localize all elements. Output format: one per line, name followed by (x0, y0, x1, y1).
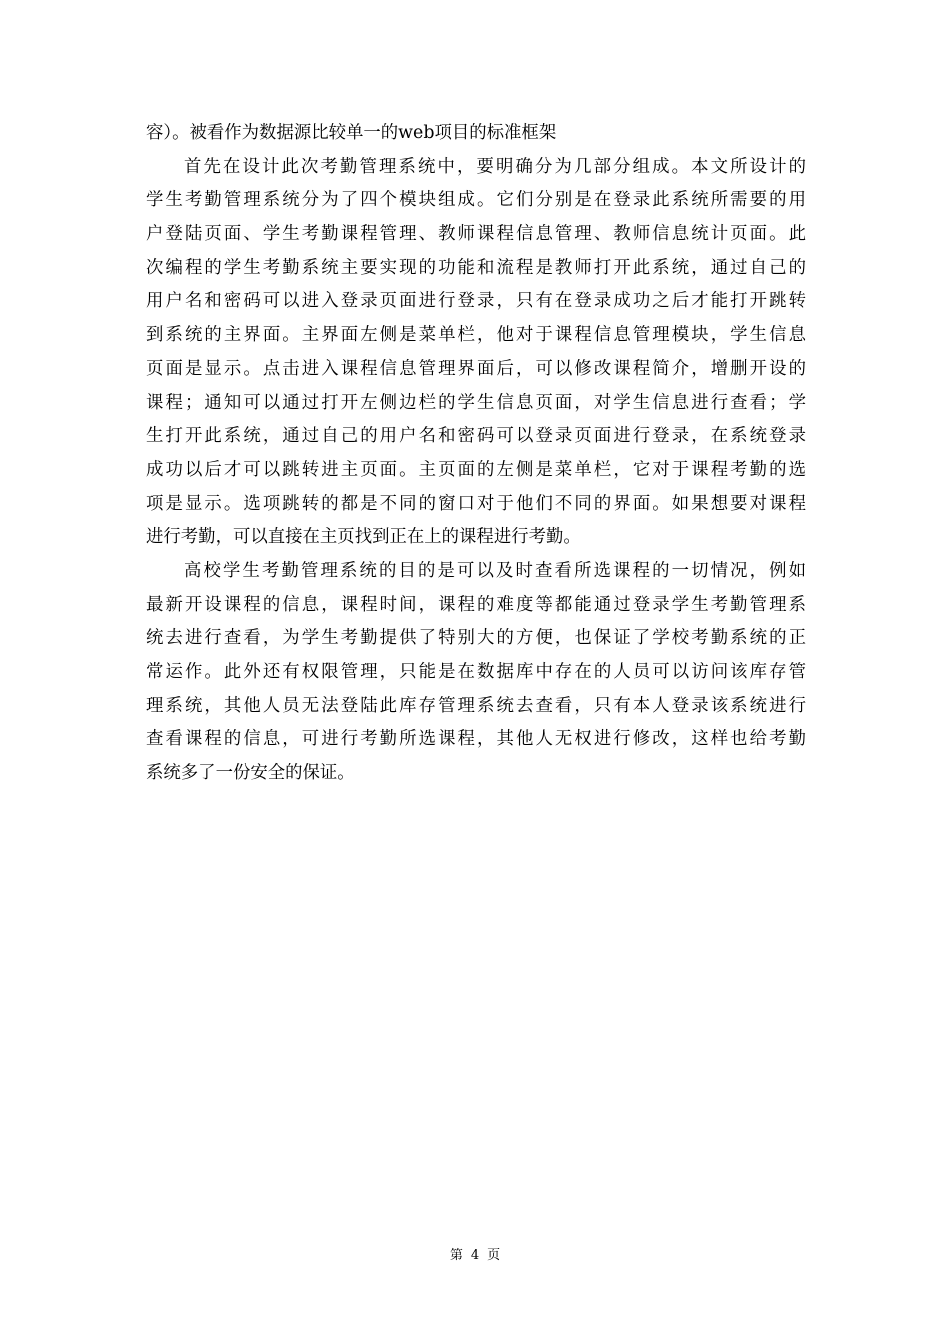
text-line: 成功以后才可以跳转进主页面。主页面的左侧是菜单栏，它对于课程考勤的选 (146, 459, 806, 480)
text-line: 到系统的主界面。主界面左侧是菜单栏，他对于课程信息管理模块，学生信息 (146, 325, 806, 346)
text-line: 次编程的学生考勤系统主要实现的功能和流程是教师打开此系统，通过自己的 (146, 257, 806, 278)
text-line: 项是显示。选项跳转的都是不同的窗口对于他们不同的界面。如果想要对课程 (146, 493, 806, 514)
paragraph-system-design (146, 151, 806, 555)
text-line: 用户名和密码可以进入登录页面进行登录，只有在登录成功之后才能打开跳转 (146, 291, 806, 312)
text-line: 常运作。此外还有权限管理，只能是在数据库中存在的人员可以访问该库存管 (146, 662, 806, 682)
text-line: 生打开此系统，通过自己的用户名和密码可以登录页面进行登录，在系统登录 (146, 426, 806, 447)
text-line: 容）。被看作为数据源比较单一的web项目的标准框架 (146, 123, 557, 143)
paragraph-continuation (146, 117, 806, 151)
body-text (146, 117, 806, 791)
text-line: 页面是显示。点击进入课程信息管理界面后，可以修改课程简介，增删开设的 (146, 358, 806, 379)
text-line: 系统多了一份安全的保证。 (146, 763, 355, 784)
text-line: 查看课程的信息，可进行考勤所选课程，其他人无权进行修改，这样也给考勤 (146, 729, 806, 750)
text-line: 户登陆页面、学生考勤课程管理、教师课程信息管理、教师信息统计页面。此 (146, 224, 806, 245)
text-line: 学生考勤管理系统分为了四个模块组成。它们分别是在登录此系统所需要的用 (146, 190, 806, 211)
page-footer (0, 1246, 950, 1266)
text-line: 理系统，其他人员无法登陆此库存管理系统去查看，只有本人登录该系统进行 (146, 695, 806, 716)
text-line: 高校学生考勤管理系统的目的是可以及时查看所选课程的一切情况，例如 (184, 560, 806, 581)
page-number-prefix: 第 (449, 1248, 463, 1263)
page-number: 4 (470, 1248, 480, 1263)
text-line: 统去进行查看，为学生考勤提供了特别大的方便，也保证了学校考勤系统的正 (146, 628, 806, 649)
text-line: 进行考勤，可以直接在主页找到正在上的课程进行考勤。 (146, 527, 581, 548)
text-line: 首先在设计此次考勤管理系统中，要明确分为几部分组成。本文所设计的 (184, 156, 806, 177)
page-number-suffix: 页 (487, 1248, 501, 1263)
paragraph-system-purpose (146, 555, 806, 791)
text-line: 课程；通知可以通过打开左侧边栏的学生信息页面，对学生信息进行查看；学 (146, 392, 806, 413)
text-line: 最新开设课程的信息，课程时间，课程的难度等都能通过登录学生考勤管理系 (146, 594, 806, 615)
